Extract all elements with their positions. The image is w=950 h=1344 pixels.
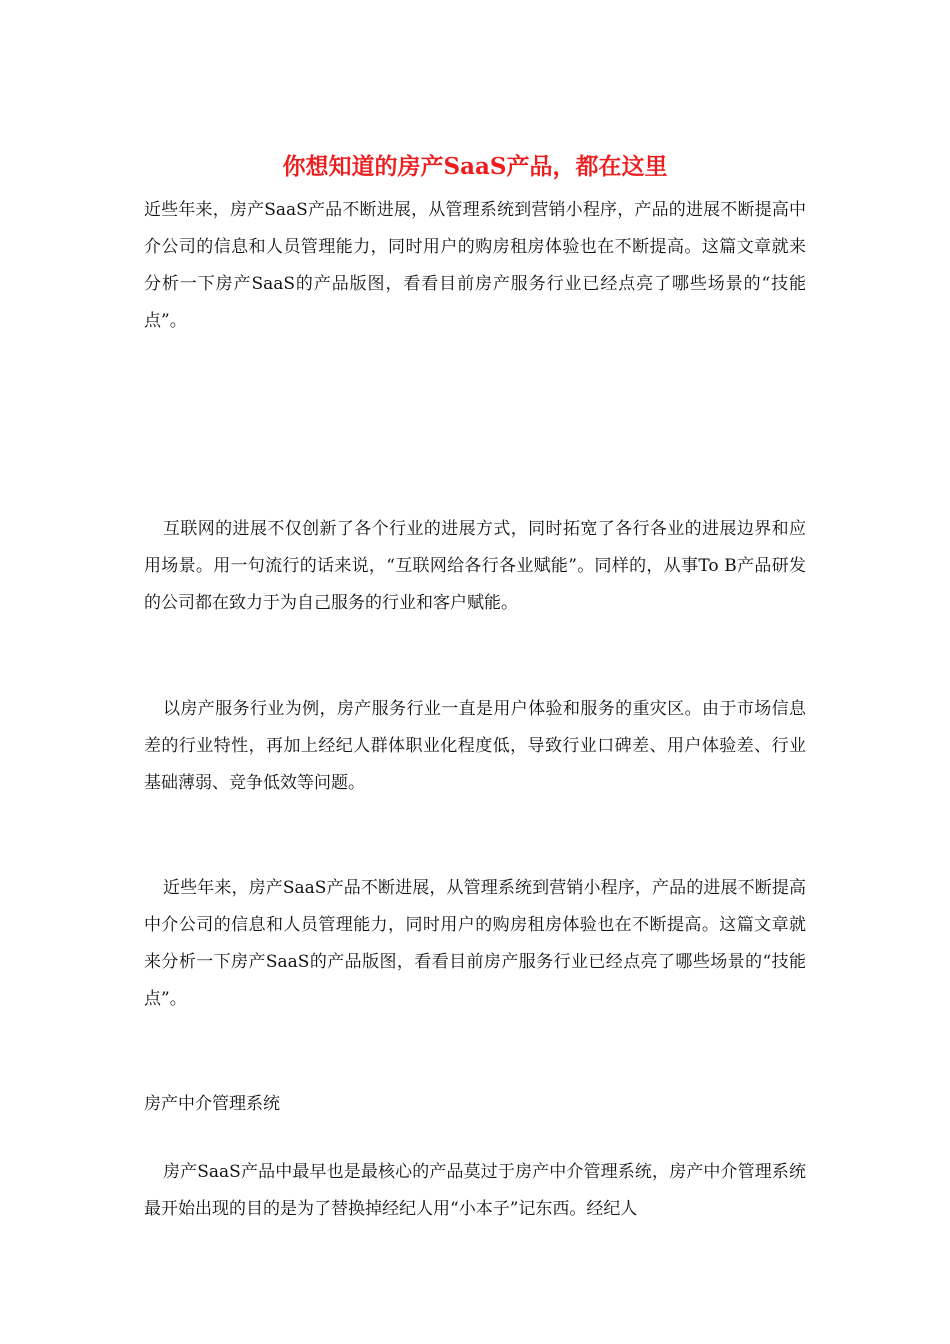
intro-paragraph: 近些年来，房产SaaS产品不断进展，从管理系统到营销小程序，产品的进展不断提高中介公司的信息和人员管理能力，同时用户的购房租房体验也在不断提高。这篇文章就来分析一下房产SaaS的产品版图，看看目前房产服务行业已经点亮了哪些场景的“技能点”。 (144, 200, 806, 331)
body-paragraph-1: 互联网的进展不仅创新了各个行业的进展方式，同时拓宽了各行各业的进展边界和应用场景。用一句流行的话来说，“互联网给各行各业赋能”。同样的，从事To B产品研发的公司都在致力于为自己服务的行业和客户赋能。 (144, 519, 806, 613)
section-heading: 房产中介管理系统 (144, 1094, 280, 1114)
body-paragraph-3: 近些年来，房产SaaS产品不断进展，从管理系统到营销小程序，产品的进展不断提高中介公司的信息和人员管理能力，同时用户的购房租房体验也在不断提高。这篇文章就来分析一下房产SaaS的产品版图，看看目前房产服务行业已经点亮了哪些场景的“技能点”。 (144, 878, 806, 1009)
section-paragraph: 房产SaaS产品中最早也是最核心的产品莫过于房产中介管理系统，房产中介管理系统最开始出现的目的是为了替换掉经纪人用“小本子”记东西。经纪人 (144, 1162, 806, 1219)
body-paragraph-2: 以房产服务行业为例，房产服务行业一直是用户体验和服务的重灾区。由于市场信息差的行业特性，再加上经纪人群体职业化程度低，导致行业口碑差、用户体验差、行业基础薄弱、竞争低效等问题。 (144, 699, 806, 793)
document-title: 你想知道的房产SaaS产品，都在这里 (282, 153, 668, 180)
